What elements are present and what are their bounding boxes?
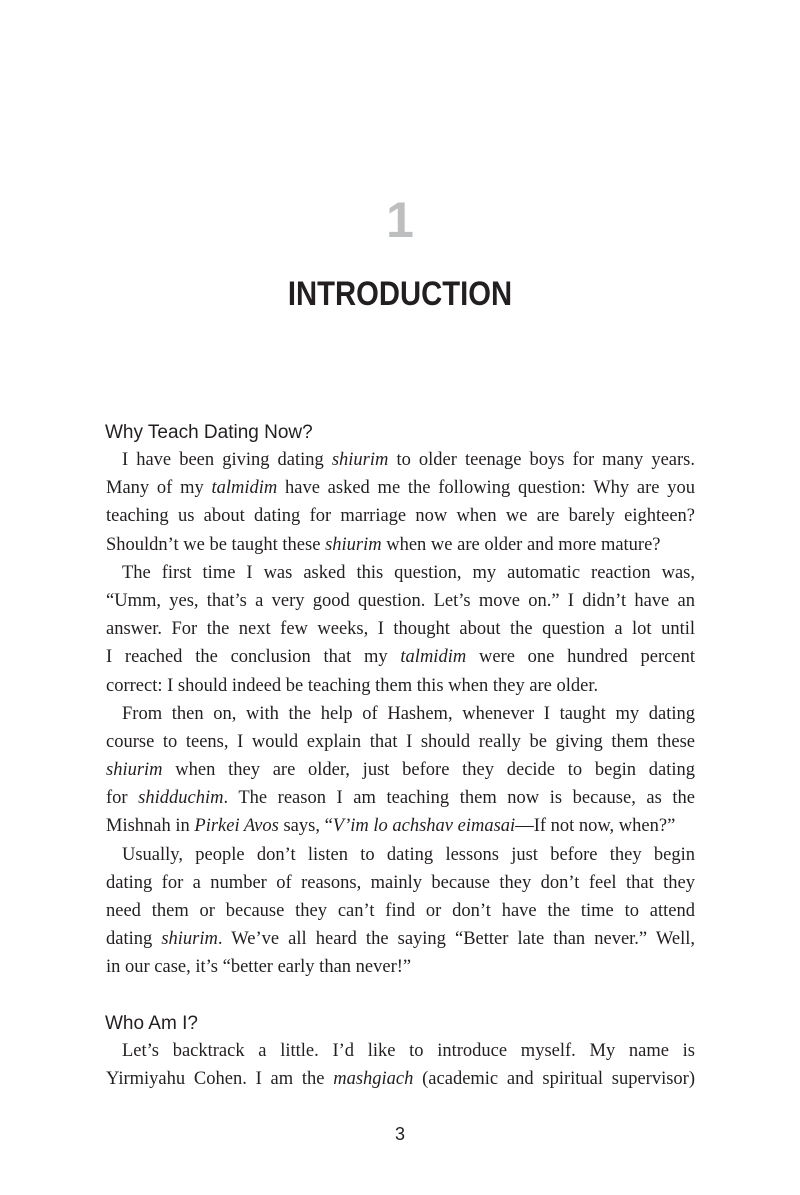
text-run: I have been giving dating bbox=[122, 450, 332, 470]
text-line bbox=[106, 897, 695, 925]
section-body bbox=[106, 446, 695, 982]
text-run: Shouldn’t we be taught these bbox=[106, 534, 326, 555]
text-run: to older teenage boys for many years. bbox=[388, 450, 695, 470]
italic-term: shiurim bbox=[106, 760, 163, 781]
text-line bbox=[106, 672, 695, 700]
text-run: Yirmiyahu Cohen. I am the bbox=[106, 1069, 334, 1090]
text-run: —If not now, when?” bbox=[515, 816, 676, 837]
text-run: dating bbox=[106, 929, 162, 950]
text-line bbox=[106, 953, 695, 981]
text-run: course to teens, I would explain that I should really be giving them these bbox=[106, 731, 695, 752]
text-line bbox=[106, 728, 695, 756]
chapter-title: INTRODUCTION bbox=[287, 275, 513, 313]
section-body bbox=[106, 1037, 695, 1093]
text-run: The first time I was asked this question, my automatic reaction was, bbox=[122, 562, 695, 583]
text-run: Usually, people don’t listen to dating lessons just before they begin bbox=[122, 844, 695, 865]
text-run: “Umm, yes, that’s a very good question. Let’s move on.” I didn’t have an bbox=[106, 590, 695, 611]
text-run: Mishnah in bbox=[106, 816, 195, 837]
text-run: dating for a number of reasons, mainly because they don’t feel that they bbox=[106, 872, 695, 893]
text-line bbox=[106, 502, 695, 530]
text-run: Many of my bbox=[106, 478, 212, 499]
text-run: need them or because they can’t find or don’t have the time to attend bbox=[106, 901, 695, 921]
text-run: correct: I should indeed be teaching them this when they are older. bbox=[106, 675, 599, 696]
text-run: I reached the conclusion that my bbox=[106, 647, 401, 668]
text-run: were one hundred percent bbox=[466, 647, 695, 668]
text-run: teaching us about dating for marriage now when we are barely eighteen? bbox=[106, 506, 695, 527]
paragraph bbox=[106, 559, 695, 700]
text-run: Let’s backtrack a little. I’d like to introduce myself. My name is bbox=[122, 1041, 695, 1061]
text-run: (academic and spiritual supervisor) bbox=[413, 1069, 695, 1090]
text-line bbox=[106, 812, 695, 840]
paragraph bbox=[106, 700, 695, 841]
chapter-number: 1 bbox=[386, 192, 414, 248]
italic-term: shiurim bbox=[325, 534, 382, 555]
text-line bbox=[106, 784, 695, 812]
text-line bbox=[106, 587, 695, 615]
text-run: have asked me the following question: Why are you bbox=[277, 478, 695, 499]
text-line bbox=[106, 474, 695, 502]
text-line bbox=[106, 615, 695, 643]
text-run: . The reason I am teaching them now is because, as the bbox=[223, 788, 695, 809]
text-run: . We’ve all heard the saying “Better late than never.” Well, bbox=[217, 929, 695, 950]
italic-term: mashgiach bbox=[333, 1069, 414, 1090]
text-line bbox=[106, 756, 695, 784]
paragraph bbox=[106, 841, 695, 982]
text-line bbox=[106, 700, 695, 728]
italic-term: shidduchim bbox=[138, 788, 224, 809]
text-line bbox=[106, 1065, 695, 1093]
text-run: in our case, it’s “better early than never!” bbox=[106, 957, 412, 978]
text-line bbox=[106, 841, 695, 869]
page-number: 3 bbox=[394, 1124, 405, 1144]
text-run: when they are older, just before they decide to begin dating bbox=[162, 760, 695, 781]
text-line bbox=[106, 1037, 695, 1065]
italic-term: shiurim bbox=[331, 450, 389, 470]
text-run: for bbox=[106, 788, 139, 809]
text-line bbox=[106, 446, 695, 474]
italic-term: Pirkei Avos bbox=[194, 816, 279, 837]
section-heading: Why Teach Dating Now? bbox=[105, 422, 313, 443]
italic-term: shiurim bbox=[161, 929, 218, 950]
text-line bbox=[106, 559, 695, 587]
italic-term: V’im lo achshav eimasai bbox=[332, 816, 516, 837]
text-line bbox=[106, 925, 695, 953]
text-run: answer. For the next few weeks, I thought about the question a lot until bbox=[106, 619, 695, 640]
italic-term: talmidim bbox=[211, 478, 278, 499]
section-heading: Who Am I? bbox=[105, 1013, 198, 1034]
text-run: says, “ bbox=[278, 816, 333, 837]
italic-term: talmidim bbox=[400, 647, 467, 668]
text-line bbox=[106, 643, 695, 671]
text-run: when we are older and more mature? bbox=[381, 534, 661, 555]
text-line bbox=[106, 869, 695, 897]
paragraph bbox=[106, 446, 695, 559]
text-line bbox=[106, 531, 695, 559]
text-run: From then on, with the help of Hashem, whenever I taught my dating bbox=[122, 703, 695, 724]
paragraph bbox=[106, 1037, 695, 1093]
